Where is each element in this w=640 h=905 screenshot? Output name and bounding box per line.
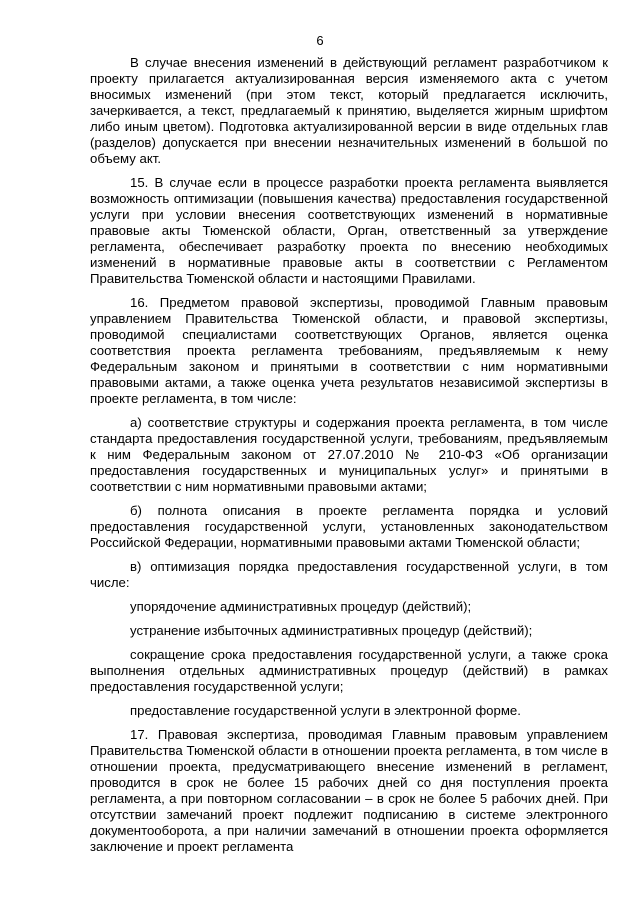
document-body: [90, 55, 608, 863]
paragraph-amendments-version: В случае внесения изменений в действующий регламент разработчиком к проекту прилагается актуализированная версия изменяемого акта с учетом вносимых изменений (при этом текст, который предлагается исключить, зачеркивается, а текст, предлагаемый к принятию, выделяется жирным шрифтом либо иным цветом). Подготовка актуализированной версии в виде отдельных глав (разделов) допускается при внесении незначительных изменений в большой по объему акт.: [90, 55, 608, 166]
paragraph-16-a: а) соответствие структуры и содержания проекта регламента, в том числе стандарта предоставления государственной услуги, требованиям, предъявляемым к ним Федеральным законом от 27.07.2010 № 210-ФЗ «Об организации предоставления государственных и муниципальных услуг» и принятыми в соответствии с ним нормативными правовыми актами;: [90, 415, 608, 494]
list-item-elimination: устранение избыточных административных процедур (действий);: [130, 623, 533, 638]
list-item-electronic: предоставление государственной услуги в электронной форме.: [130, 703, 521, 718]
paragraph-15: 15. В случае если в процессе разработки проекта регламента выявляется возможность оптимизации (повышения качества) предоставления государственной услуги при условии внесения соответствующих изменений в нормативные правовые акты Тюменской области, Орган, ответственный за утверждение регламента, обеспечивает разработку проекта по внесению необходимых изменений в нормативные правовые акты в соответствии с Регламентом Правительства Тюменской области и настоящими Правилами.: [90, 175, 608, 286]
page-number: 6: [316, 33, 324, 48]
list-item-ordering: упорядочение административных процедур (действий);: [130, 599, 472, 614]
list-item-reduction: сокращение срока предоставления государственной услуги, а также срока выполнения отдельных административных процедур (действий) в рамках предоставления государственной услуги;: [90, 647, 608, 694]
paragraph-16: 16. Предметом правовой экспертизы, проводимой Главным правовым управлением Правительства Тюменской области, и правовой экспертизы, проводимой специалистами соответствующих Органов, является оценка соответствия проекта регламента требованиям, предъявляемым к нему Федеральным законом и принятыми в соответствии с ним нормативными правовыми актами, а также оценка учета результатов независимой экспертизы в проекте регламента, в том числе:: [90, 295, 608, 406]
paragraph-16-v: в) оптимизация порядка предоставления государственной услуги, в том числе:: [90, 559, 608, 590]
paragraph-17: 17. Правовая экспертиза, проводимая Главным правовым управлением Правительства Тюменской области в отношении проекта регламента, в том числе в отношении проекта, предусматривающего внесение изменений в регламент, проводится в срок не более 15 рабочих дней со дня поступления проекта регламента, а при повторном согласовании – в срок не более 5 рабочих дней. При отсутствии замечаний проект подлежит подписанию в системе электронного документооборота, а при наличии замечаний в отношении проекта оформляется заключение и проект регламента: [90, 727, 608, 854]
paragraph-16-b: б) полнота описания в проекте регламента порядка и условий предоставления государственной услуги, установленных законодательством Российской Федерации, нормативными правовыми актами Тюменской области;: [90, 503, 608, 550]
